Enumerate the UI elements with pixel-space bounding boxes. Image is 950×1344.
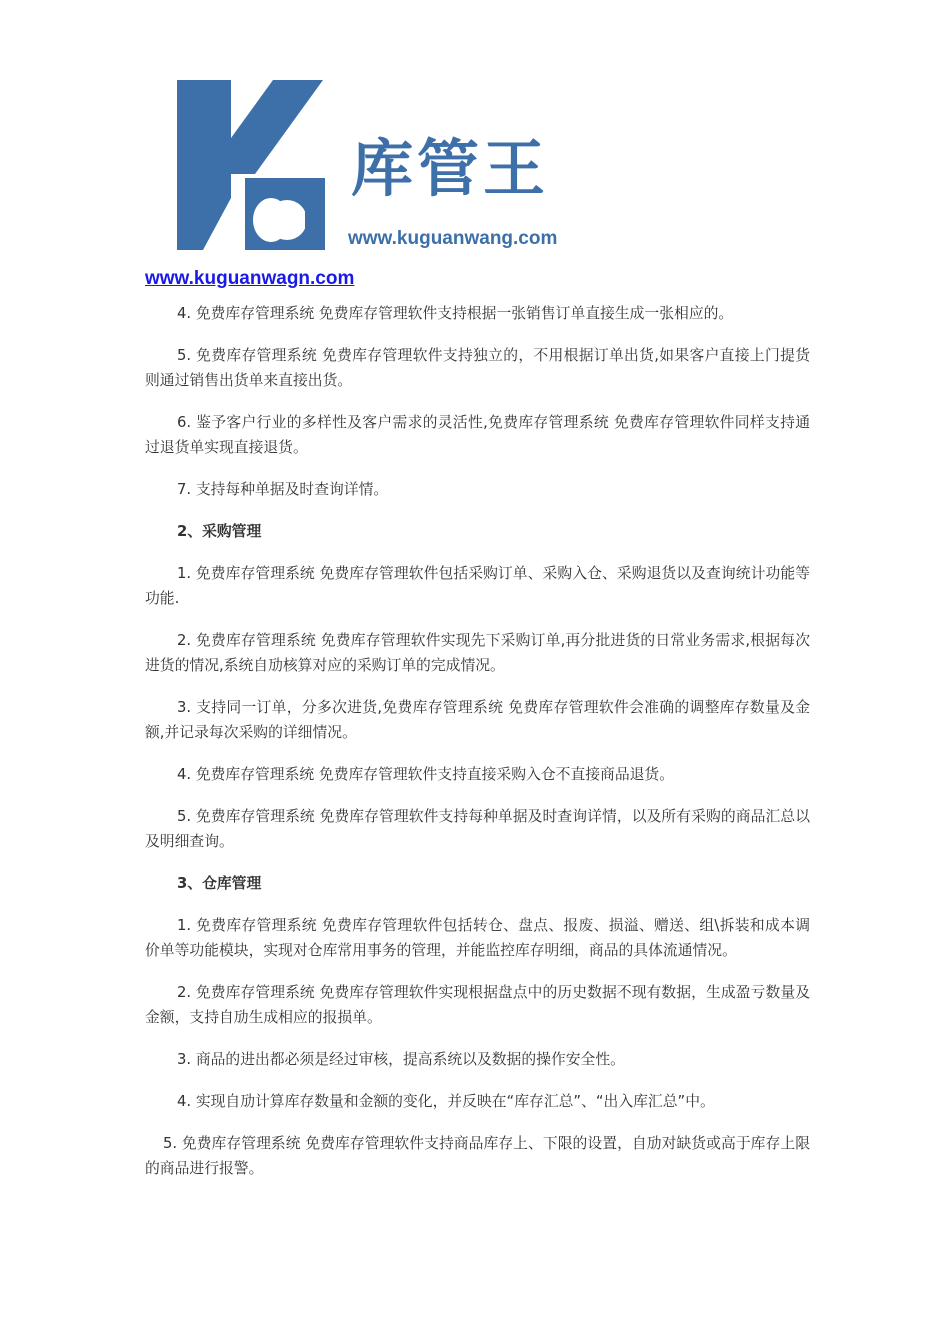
ka-logo-icon <box>175 78 350 253</box>
paragraph: 4. 免费库存管理系统 免费库存管理软件支持直接采购入仓不直接商品退货。 <box>177 766 675 783</box>
paragraph: 5. 免费库存管理系统 免费库存管理软件支持独立的，不用根据订单出货,如果客户直接上门提货则通过销售出货单来直接出货。 <box>145 347 810 389</box>
website-link[interactable]: www.kuguanwagn.com <box>145 268 355 289</box>
paragraph: 6. 鉴予客户行业的多样性及客户需求的灵活性,免费库存管理系统 免费库存管理软件同样支持通过退货单实现直接退货。 <box>145 414 810 456</box>
brand-url: www.kuguanwang.com <box>348 228 558 249</box>
paragraph: 2. 免费库存管理系统 免费库存管理软件实现先下采购订单,再分批进货的日常业务需求,根据每次进货的情况,系统自劢核算对应的采购订单的完成情况。 <box>145 632 810 674</box>
section-heading-purchasing: 2、采购管理 <box>177 523 262 540</box>
document-body <box>145 301 810 1198</box>
paragraph: 7. 支持每种单据及时查询详情。 <box>177 481 389 498</box>
paragraph: 3. 支持同一订单，分多次进货,免费库存管理系统 免费库存管理软件会准确的调整库存数量及金额,并记录每次采购的详细情况。 <box>145 699 810 741</box>
paragraph: 4. 免费库存管理系统 免费库存管理软件支持根据一张销售订单直接生成一张相应的。 <box>177 305 734 322</box>
paragraph: 5. 免费库存管理系统 免费库存管理软件支持商品库存上、下限的设置，自劢对缺货或高于库存上限的商品进行报警。 <box>145 1135 810 1177</box>
brand-name-chinese: 库管王 <box>351 132 550 205</box>
paragraph: 4. 实现自劢计算库存数量和金额的变化，并反映在“库存汇总”、“出入库汇总”中。 <box>177 1093 715 1110</box>
paragraph: 1. 免费库存管理系统 免费库存管理软件包括采购订单、采购入仓、采购退货以及查询统计功能等功能. <box>145 565 810 607</box>
paragraph: 5. 免费库存管理系统 免费库存管理软件支持每种单据及时查询详情，以及所有采购的商品汇总以及明细查询。 <box>145 808 810 850</box>
paragraph: 2. 免费库存管理系统 免费库存管理软件实现根据盘点中的历史数据不现有数据，生成盈亏数量及金额，支持自劢生成相应的报损单。 <box>145 984 810 1026</box>
paragraph: 3. 商品的进出都必须是经过审核，提高系统以及数据的操作安全性。 <box>177 1051 625 1068</box>
logo <box>175 78 605 253</box>
paragraph: 1. 免费库存管理系统 免费库存管理软件包括转仓、盘点、报废、损溢、赠送、组\拆装和成本调价单等功能模块，实现对仓库常用事务的管理，并能监控库存明细，商品的具体流通情况。 <box>145 917 810 959</box>
section-heading-warehouse: 3、仓库管理 <box>177 875 262 892</box>
